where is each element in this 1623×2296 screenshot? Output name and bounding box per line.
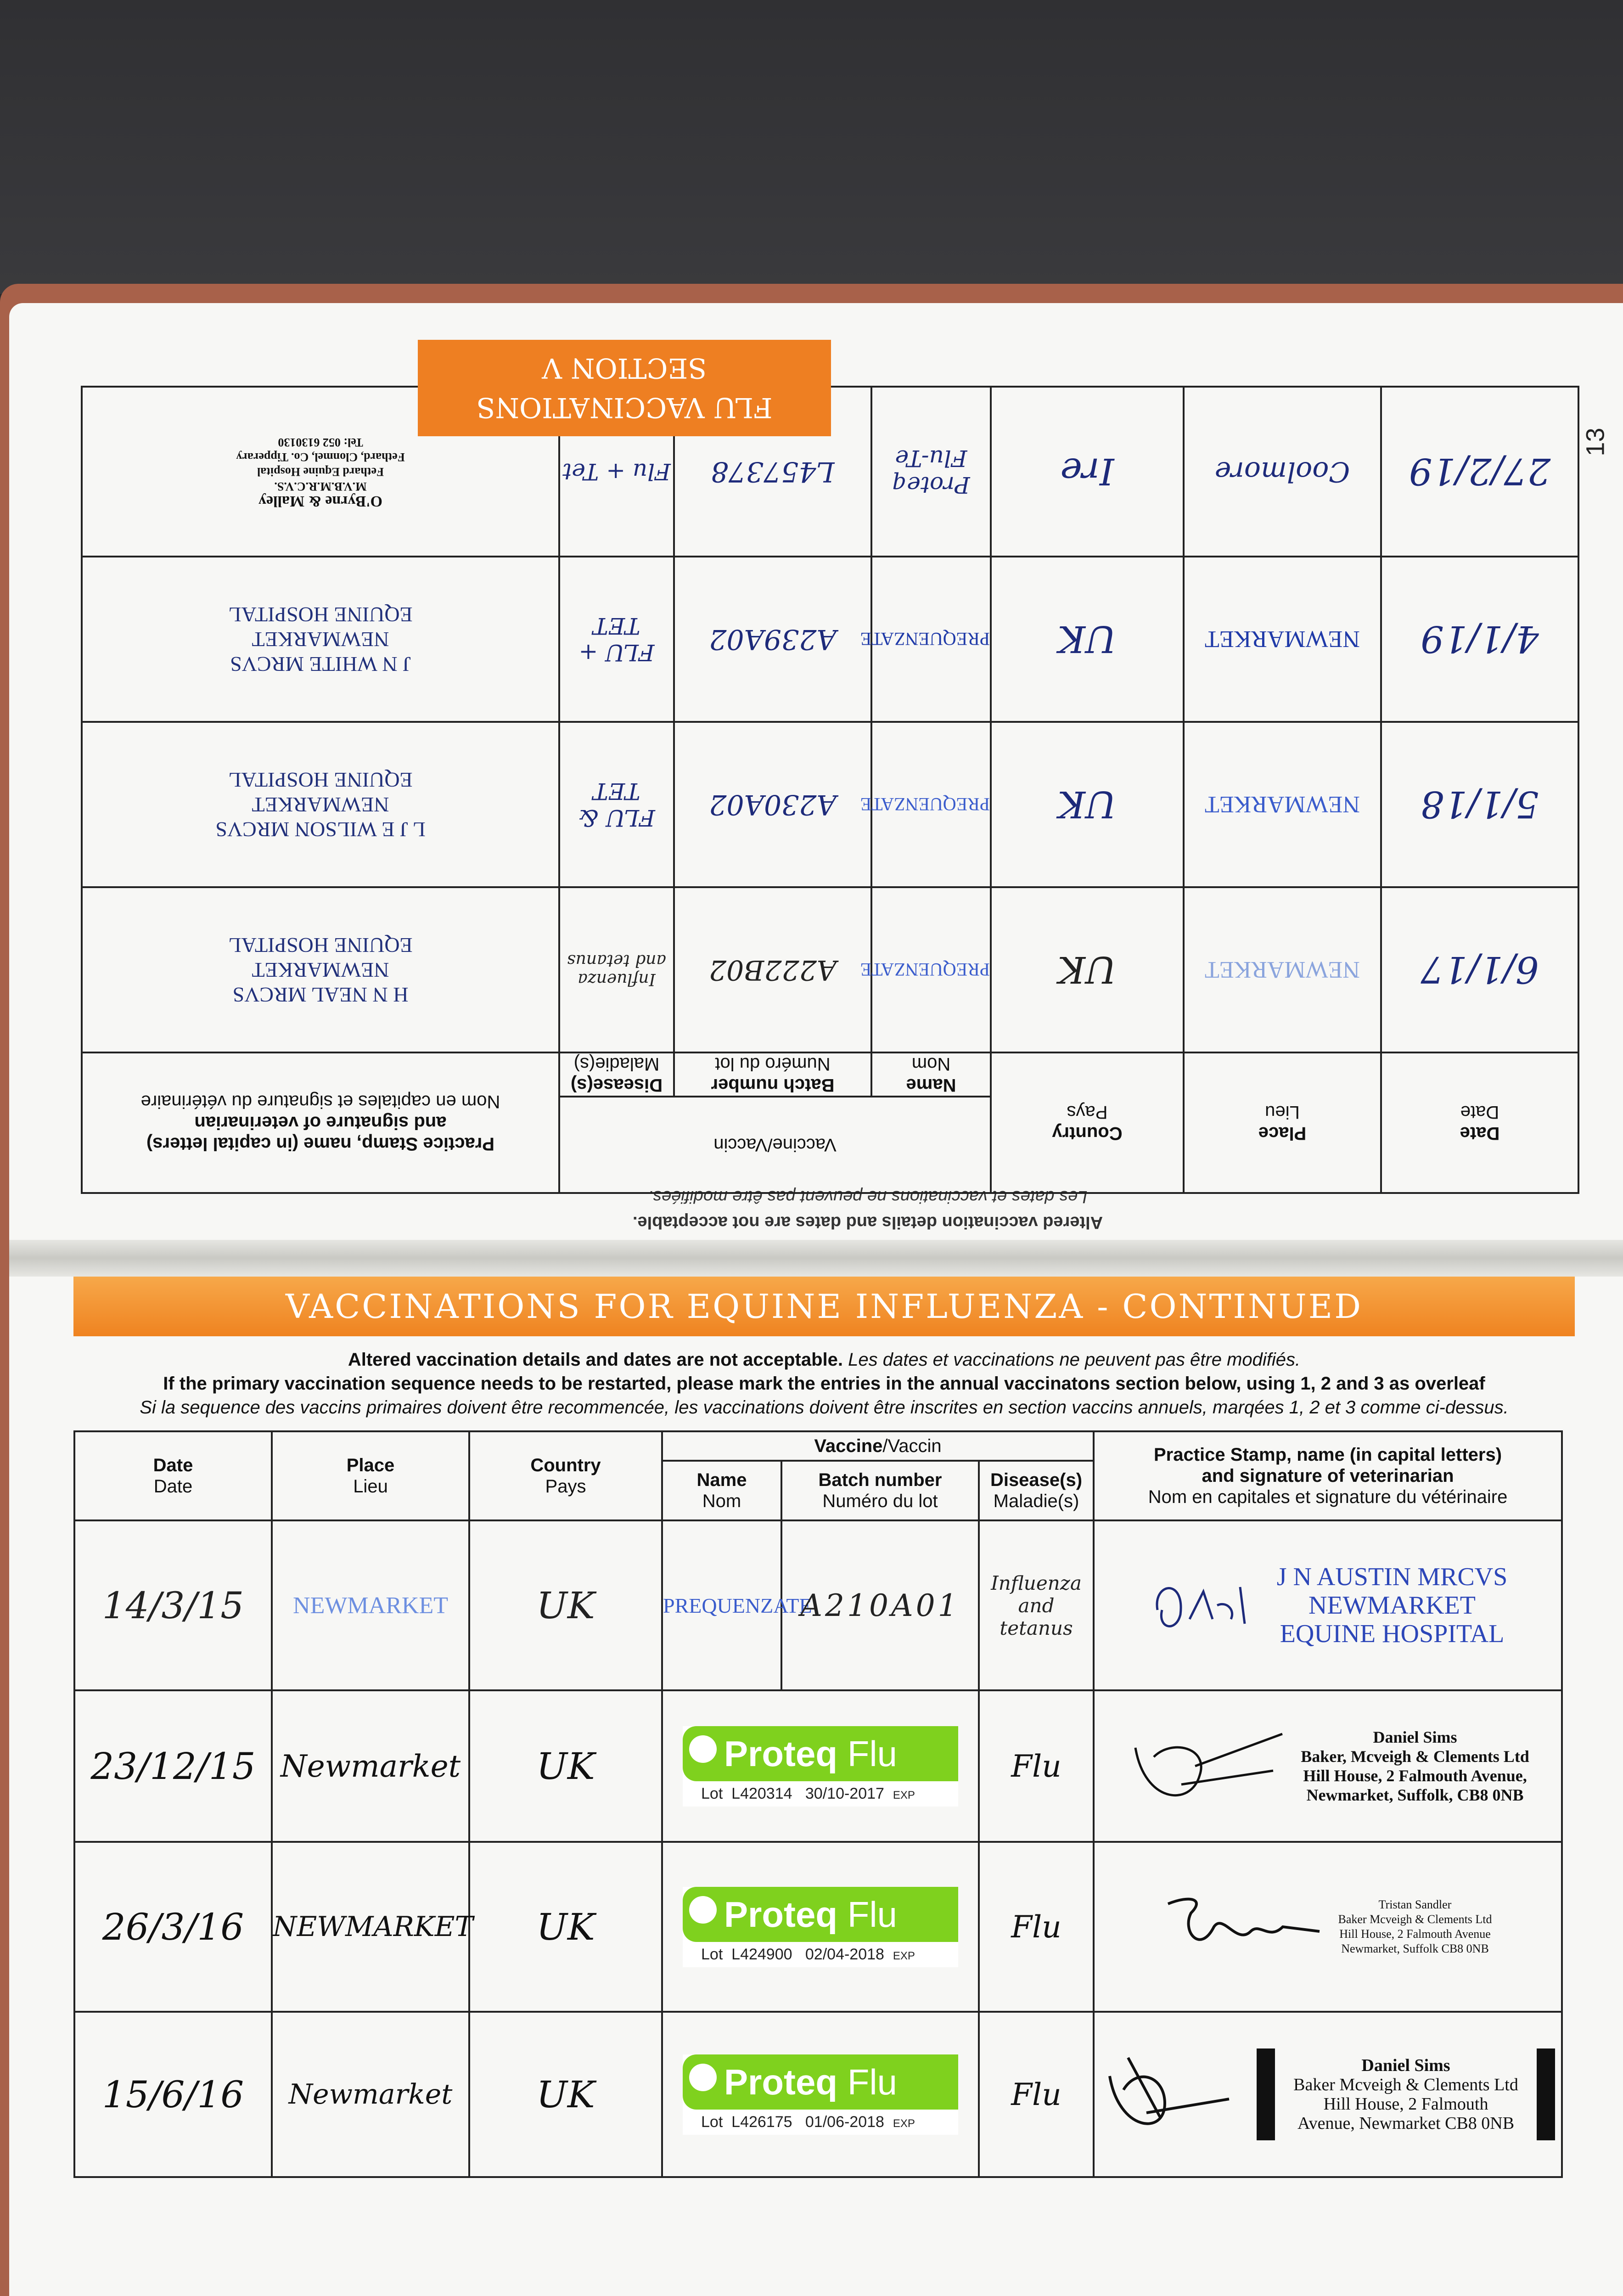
vet-stamp-line: EQUINE HOSPITAL — [1280, 1620, 1505, 1648]
upper-row-1-batch: A222B02 — [674, 887, 871, 1052]
upper-row-3 — [82, 557, 1578, 722]
upper-row-2-date: 5/1/18 — [1381, 722, 1578, 887]
upper-header-stamp: Practice Stamp, name (in capital letters) and signature of veterinarian Nom en capitales et signature du vétérinaire — [82, 1052, 559, 1193]
proteq-leaf-icon — [689, 2064, 717, 2091]
lower-row-2-disease: Flu — [979, 1690, 1094, 1842]
proteq-flu-sticker: Proteq Flu Lot L420314 30/10-2017 EXP — [683, 1726, 958, 1806]
upper-row-3-date: 4/1/19 — [1381, 557, 1578, 722]
lower-row-1-country: UK — [469, 1520, 662, 1690]
lower-row-1-stamp — [1094, 1520, 1562, 1690]
lower-row-4-place: Newmarket — [272, 2012, 469, 2177]
upper-row-4-date: 27/2/19 — [1381, 387, 1578, 557]
lower-row-3-stamp — [1094, 1842, 1562, 2012]
lower-header-place: Place Lieu — [272, 1431, 469, 1520]
lower-notice-line2: If the primary vaccination sequence needs to be restarted, please mark the entries in the annual vaccinatons section below, using 1, 2 and 3 as overleaf — [163, 1373, 1485, 1394]
lower-header-stamp: Practice Stamp, name (in capital letters) and signature of veterinarian Nom en capitales et signature du vétérinaire — [1094, 1431, 1562, 1520]
page-number: 13 — [1580, 428, 1610, 456]
lower-row-3 — [74, 1842, 1562, 2012]
lower-notice — [73, 1348, 1575, 1419]
vet-stamp-line: Hill House, 2 Falmouth Avenue, — [1303, 1767, 1527, 1785]
vet-signature — [1148, 1569, 1258, 1642]
lower-row-3-place: NEWMARKET — [272, 1842, 469, 2012]
lower-banner: VACCINATIONS FOR EQUINE INFLUENZA - CONTINUED — [73, 1277, 1575, 1336]
lower-notice-line3: Si la sequence des vaccins primaires doivent être recommencée, les vaccinations doivent être inscrites en section vaccins annuels, marqées 1, 2 et 3 comme ci-dessus. — [140, 1397, 1509, 1418]
lower-row-3-date: 26/3/16 — [74, 1842, 272, 2012]
vet-stamp-line: Hill House, 2 Falmouth Avenue — [1339, 1927, 1491, 1941]
upper-row-2-country: UK — [991, 722, 1184, 887]
upper-header-country: Country Pays — [991, 1052, 1184, 1193]
upper-row-1-date: 6/1/17 — [1381, 887, 1578, 1052]
section-tab-title: FLU VACCINATIONS — [476, 391, 773, 423]
vet-stamp-line: Daniel Sims — [1361, 2056, 1450, 2075]
black-bar-right — [1537, 2048, 1555, 2140]
lower-header-name: Name Nom — [662, 1461, 781, 1520]
lower-row-2-place: Newmarket — [272, 1690, 469, 1842]
upper-row-2-name: PREQUENZATE — [871, 722, 991, 887]
lower-row-3-vaccine-sticker — [662, 1842, 979, 2012]
upper-header-place: Place Lieu — [1184, 1052, 1381, 1193]
lower-header-date: Date Date — [74, 1431, 272, 1520]
vet-stamp-line: Baker Mcveigh & Clements Ltd — [1338, 1913, 1492, 1926]
lower-row-1-batch: A210A01 — [781, 1520, 979, 1690]
lower-header-disease: Disease(s) Maladie(s) — [979, 1461, 1094, 1520]
upper-header-row — [82, 1097, 1578, 1193]
vet-stamp-line: Newmarket, Suffolk CB8 0NB — [1341, 1942, 1489, 1955]
upper-row-3-stamp: J N WHITE MRCVS NEWMARKET EQUINE HOSPITAL — [82, 557, 559, 722]
upper-row-1-stamp: H N NEAL MRCVS NEWMARKET EQUINE HOSPITAL — [82, 887, 559, 1052]
lower-row-2-date: 23/12/15 — [74, 1690, 272, 1842]
upper-vaccination-table — [81, 386, 1579, 1194]
lower-row-1-name: PREQUENZATE — [662, 1520, 781, 1690]
section-tab — [418, 340, 831, 436]
lower-row-4 — [74, 2012, 1562, 2177]
lower-row-2-country: UK — [469, 1690, 662, 1842]
upper-notice-fr: Les dates et vaccinations ne peuvent pas être modifiées. — [648, 1187, 1088, 1206]
upper-header-disease: Disease(s) Maladie(s) — [559, 1052, 674, 1097]
black-bar-left — [1257, 2048, 1275, 2140]
lower-row-4-stamp — [1094, 2012, 1562, 2177]
lower-row-4-date: 15/6/16 — [74, 2012, 272, 2177]
vet-stamp-line: Newmarket, Suffolk, CB8 0NB — [1306, 1786, 1524, 1804]
proteq-leaf-icon — [689, 1735, 717, 1763]
lower-row-4-disease: Flu — [979, 2012, 1094, 2177]
upper-row-4-name: Proteq Flu-Te — [871, 387, 991, 557]
lower-vaccination-table — [73, 1430, 1563, 2178]
upper-row-4-batch: L457378 — [674, 387, 871, 557]
upper-row-2-batch: A230A02 — [674, 722, 871, 887]
upper-header-vaccine: Vaccine/Vaccin — [559, 1097, 991, 1193]
lower-row-1-disease: Influenza and tetanus — [979, 1520, 1094, 1690]
lower-header-row — [74, 1431, 1562, 1461]
lower-header-country: Country Pays — [469, 1431, 662, 1520]
upper-page-rotated-content — [83, 317, 1579, 1235]
upper-row-3-place: NEWMARKET — [1184, 557, 1381, 722]
lower-row-2 — [74, 1690, 1562, 1842]
lower-row-2-stamp — [1094, 1690, 1562, 1842]
scanner-background — [0, 0, 1623, 294]
lower-row-2-vaccine-sticker — [662, 1690, 979, 1842]
lower-notice-line1: Altered vaccination details and dates are not acceptable. Les dates et vaccinations ne peuvent pas être modifiés. — [348, 1350, 1301, 1370]
upper-row-1-country: UK — [991, 887, 1184, 1052]
upper-row-3-name: PREQUENZATE — [871, 557, 991, 722]
lower-header-batch: Batch number Numéro du lot — [781, 1461, 979, 1520]
upper-row-4-country: Ire — [991, 387, 1184, 557]
upper-row-4-disease: Flu + Tet — [559, 387, 674, 557]
page-fold — [9, 1240, 1623, 1277]
vet-stamp-line: Tristan Sandler — [1378, 1898, 1452, 1911]
vet-stamp-line: Hill House, 2 Falmouth — [1323, 2094, 1488, 2114]
lower-row-3-disease: Flu — [979, 1842, 1094, 2012]
proteq-flu-sticker: Proteq Flu Lot L426175 01/06-2018 EXP — [683, 2054, 958, 2135]
lower-header-vaccine: Vaccine/Vaccin — [662, 1431, 1094, 1461]
proteq-leaf-icon — [689, 1896, 717, 1924]
lower-row-3-country: UK — [469, 1842, 662, 2012]
upper-header-name: Name Nom — [871, 1052, 991, 1097]
vet-stamp-line: J N AUSTIN MRCVS — [1276, 1563, 1508, 1591]
upper-row-1-name: PREQUENZATE — [871, 887, 991, 1052]
vet-signature — [1163, 1885, 1329, 1968]
lower-row-4-country: UK — [469, 2012, 662, 2177]
upper-header-date: Date Date — [1381, 1052, 1578, 1193]
upper-header-batch: Batch number Numéro du lot — [674, 1052, 871, 1097]
upper-row-3-country: UK — [991, 557, 1184, 722]
section-tab-subtitle: SECTION V — [542, 352, 707, 384]
upper-row-4-stamp: O'Byrne & Malley M.V.B.M.R.C.V.S. Fethard Equine Hospital Fethard, Clonmel, Co. Tipperary Tel: 052 6130130 — [82, 387, 559, 557]
upper-row-2-place: NEWMARKET — [1184, 722, 1381, 887]
lower-row-1-place: NEWMARKET — [272, 1520, 469, 1690]
upper-row-3-batch: A239A02 — [674, 557, 871, 722]
lower-row-4-vaccine-sticker — [662, 2012, 979, 2177]
vet-signature — [1101, 2048, 1238, 2140]
vet-stamp-line: Daniel Sims — [1373, 1728, 1457, 1746]
vet-signature — [1126, 1720, 1292, 1812]
lower-row-1 — [74, 1520, 1562, 1690]
upper-row-4-place: Coolmore — [1184, 387, 1381, 557]
upper-row-2-disease: FLU & TET — [559, 722, 674, 887]
proteq-flu-sticker: Proteq Flu Lot L424900 02/04-2018 EXP — [683, 1887, 958, 1967]
vet-stamp-line: Avenue, Newmarket CB8 0NB — [1297, 2114, 1515, 2133]
upper-notice-en: Altered vaccination details and dates are not acceptable. — [632, 1213, 1103, 1232]
upper-row-1-disease: Influenza and tetanus — [559, 887, 674, 1052]
upper-row-2 — [82, 722, 1578, 887]
vet-stamp-line: Baker, Mcveigh & Clements Ltd — [1301, 1747, 1529, 1766]
upper-row-3-disease: FLU + TET — [559, 557, 674, 722]
upper-row-1-place: NEWMARKET — [1184, 887, 1381, 1052]
upper-row-1 — [82, 887, 1578, 1052]
lower-row-1-date: 14/3/15 — [74, 1520, 272, 1690]
vet-stamp-line: Baker Mcveigh & Clements Ltd — [1293, 2075, 1518, 2094]
upper-row-2-stamp: L J E WILSON MRCVS NEWMARKET EQUINE HOSPITAL — [82, 722, 559, 887]
vet-stamp-line: NEWMARKET — [1309, 1591, 1476, 1620]
